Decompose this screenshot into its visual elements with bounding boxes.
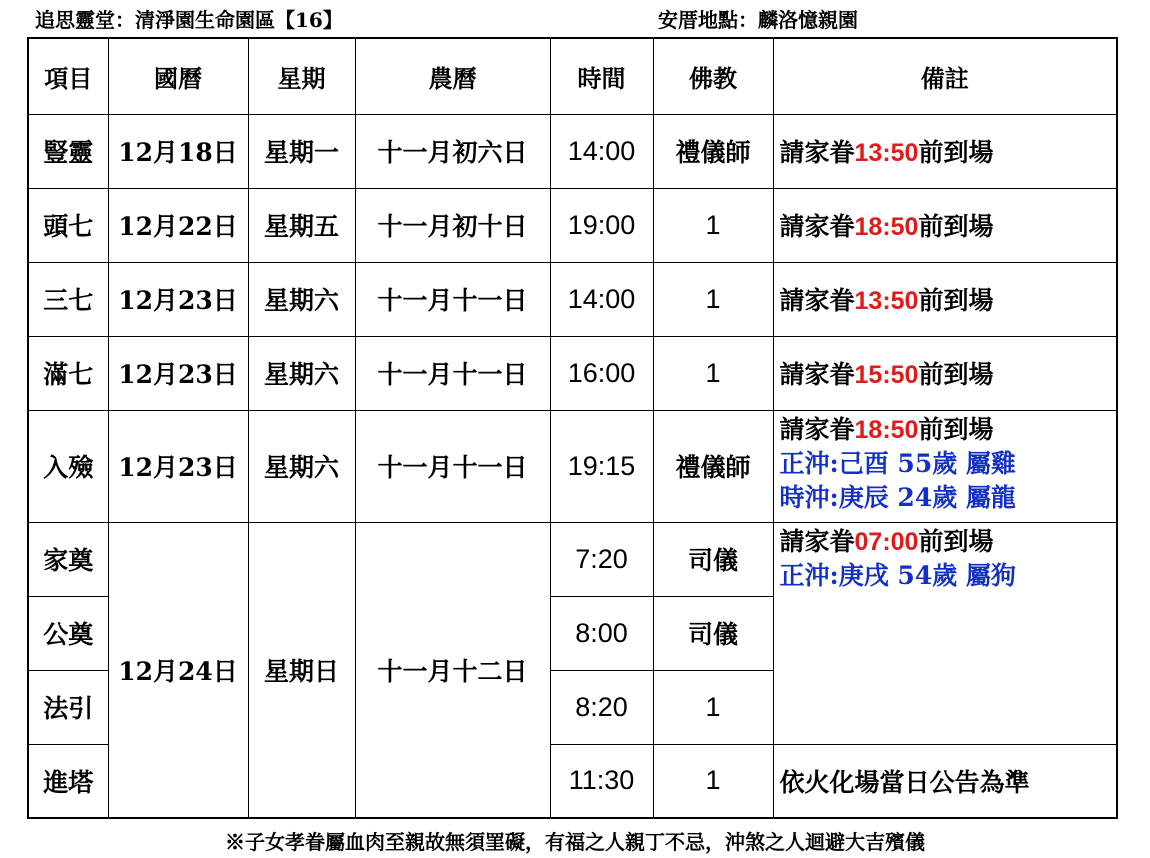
remark-conflict-day: 正沖:己酉 55歲 屬雞: [779, 448, 1016, 478]
table-row: [28, 410, 1117, 522]
remark-arrival-line: [780, 525, 1117, 559]
row-buddhist: 1: [653, 188, 773, 262]
remark-arrival-line: [780, 413, 1117, 447]
row-item: 進塔: [28, 744, 108, 818]
row-remark: 依火化場當日公告為準: [773, 744, 1117, 818]
footer-note: ※子女孝眷屬血肉至親故無須罣礙，有福之人親丁不忌，沖煞之人迴避大吉殯儀: [225, 830, 925, 854]
remark-suffix: 前到場: [918, 286, 994, 315]
row-weekday: 星期六: [248, 336, 355, 410]
row-buddhist: 司儀: [653, 596, 773, 670]
burial-location-label: 安厝地點：麟洛憶親園: [658, 8, 858, 32]
column-header-buddhist: 佛教: [653, 38, 773, 114]
row-item: 公奠: [28, 596, 108, 670]
row-time: 11:30: [550, 744, 653, 818]
row-weekday: 星期五: [248, 188, 355, 262]
column-header-time: 時間: [550, 38, 653, 114]
remark-prefix: 請家眷: [779, 414, 855, 444]
row-buddhist: 禮儀師: [653, 410, 773, 522]
funeral-schedule-table: [27, 37, 1118, 819]
table-row: [28, 188, 1117, 262]
remark-suffix: 前到場: [918, 212, 994, 241]
merged-remark: [773, 522, 1117, 744]
remark-prefix: 請家眷: [779, 212, 855, 241]
row-buddhist: 禮儀師: [653, 114, 773, 188]
remark-arrival-time: 18:50: [854, 213, 919, 241]
table-row: [28, 262, 1117, 336]
remark-prefix: 請家眷: [779, 138, 855, 167]
remark-arrival-time: 15:50: [854, 361, 919, 389]
remark-arrival-time: 13:50: [854, 139, 919, 167]
row-item: 滿七: [28, 336, 108, 410]
column-header-gregorian-date: 國曆: [108, 38, 248, 114]
memorial-hall-label: 追思靈堂：清淨園生命園區【16】: [35, 8, 343, 32]
merged-lunar-date: 十一月十二日: [355, 522, 550, 818]
row-date: 12月22日: [108, 188, 248, 262]
table-header-row: [28, 38, 1117, 114]
remark-suffix: 前到場: [918, 414, 994, 444]
table-row: [28, 114, 1117, 188]
merged-date: 12月24日: [108, 522, 248, 818]
row-date: 12月23日: [108, 336, 248, 410]
row-lunar-date: 十一月十一日: [355, 262, 550, 336]
row-time: 19:15: [550, 410, 653, 522]
row-item: 法引: [28, 670, 108, 744]
column-header-weekday: 星期: [248, 38, 355, 114]
column-header-item: 項目: [28, 38, 108, 114]
row-weekday: 星期六: [248, 410, 355, 522]
row-time: 16:00: [550, 336, 653, 410]
row-time: 8:00: [550, 596, 653, 670]
row-time: 14:00: [550, 262, 653, 336]
remark-conflict-hour: 時沖:庚辰 24歲 屬龍: [779, 482, 1016, 512]
row-time: 8:20: [550, 670, 653, 744]
remark-prefix: 請家眷: [779, 360, 855, 389]
row-buddhist: 1: [653, 670, 773, 744]
remark-prefix: 請家眷: [779, 526, 855, 556]
row-item: 入殮: [28, 410, 108, 522]
remark-prefix: 請家眷: [779, 286, 855, 315]
row-weekday: 星期一: [248, 114, 355, 188]
row-remark: [773, 188, 1117, 262]
row-date: 12月18日: [108, 114, 248, 188]
row-date: 12月23日: [108, 262, 248, 336]
row-lunar-date: 十一月十一日: [355, 410, 550, 522]
remark-arrival-time: 18:50: [854, 415, 919, 444]
row-buddhist: 1: [653, 262, 773, 336]
row-remark: [773, 262, 1117, 336]
remark-arrival-time: 13:50: [854, 287, 919, 315]
table-row: [28, 522, 1117, 596]
remark-conflict-day: 正沖:庚戌 54歲 屬狗: [779, 560, 1016, 590]
row-remark: [773, 336, 1117, 410]
remark-arrival-time: 07:00: [854, 527, 919, 556]
row-lunar-date: 十一月初六日: [355, 114, 550, 188]
row-lunar-date: 十一月十一日: [355, 336, 550, 410]
row-buddhist: 1: [653, 336, 773, 410]
remark-suffix: 前到場: [918, 360, 994, 389]
row-buddhist: 司儀: [653, 522, 773, 596]
row-remark: [773, 410, 1117, 522]
merged-weekday: 星期日: [248, 522, 355, 818]
row-item: 家奠: [28, 522, 108, 596]
remark-suffix: 前到場: [918, 526, 994, 556]
row-item: 三七: [28, 262, 108, 336]
row-item: 頭七: [28, 188, 108, 262]
row-time: 19:00: [550, 188, 653, 262]
table-row: [28, 336, 1117, 410]
remark-suffix: 前到場: [918, 138, 994, 167]
row-lunar-date: 十一月初十日: [355, 188, 550, 262]
row-item: 豎靈: [28, 114, 108, 188]
column-header-lunar-date: 農曆: [355, 38, 550, 114]
row-remark: [773, 114, 1117, 188]
row-time: 14:00: [550, 114, 653, 188]
row-time: 7:20: [550, 522, 653, 596]
column-header-remarks: 備註: [773, 38, 1117, 114]
row-date: 12月23日: [108, 410, 248, 522]
row-weekday: 星期六: [248, 262, 355, 336]
row-buddhist: 1: [653, 744, 773, 818]
